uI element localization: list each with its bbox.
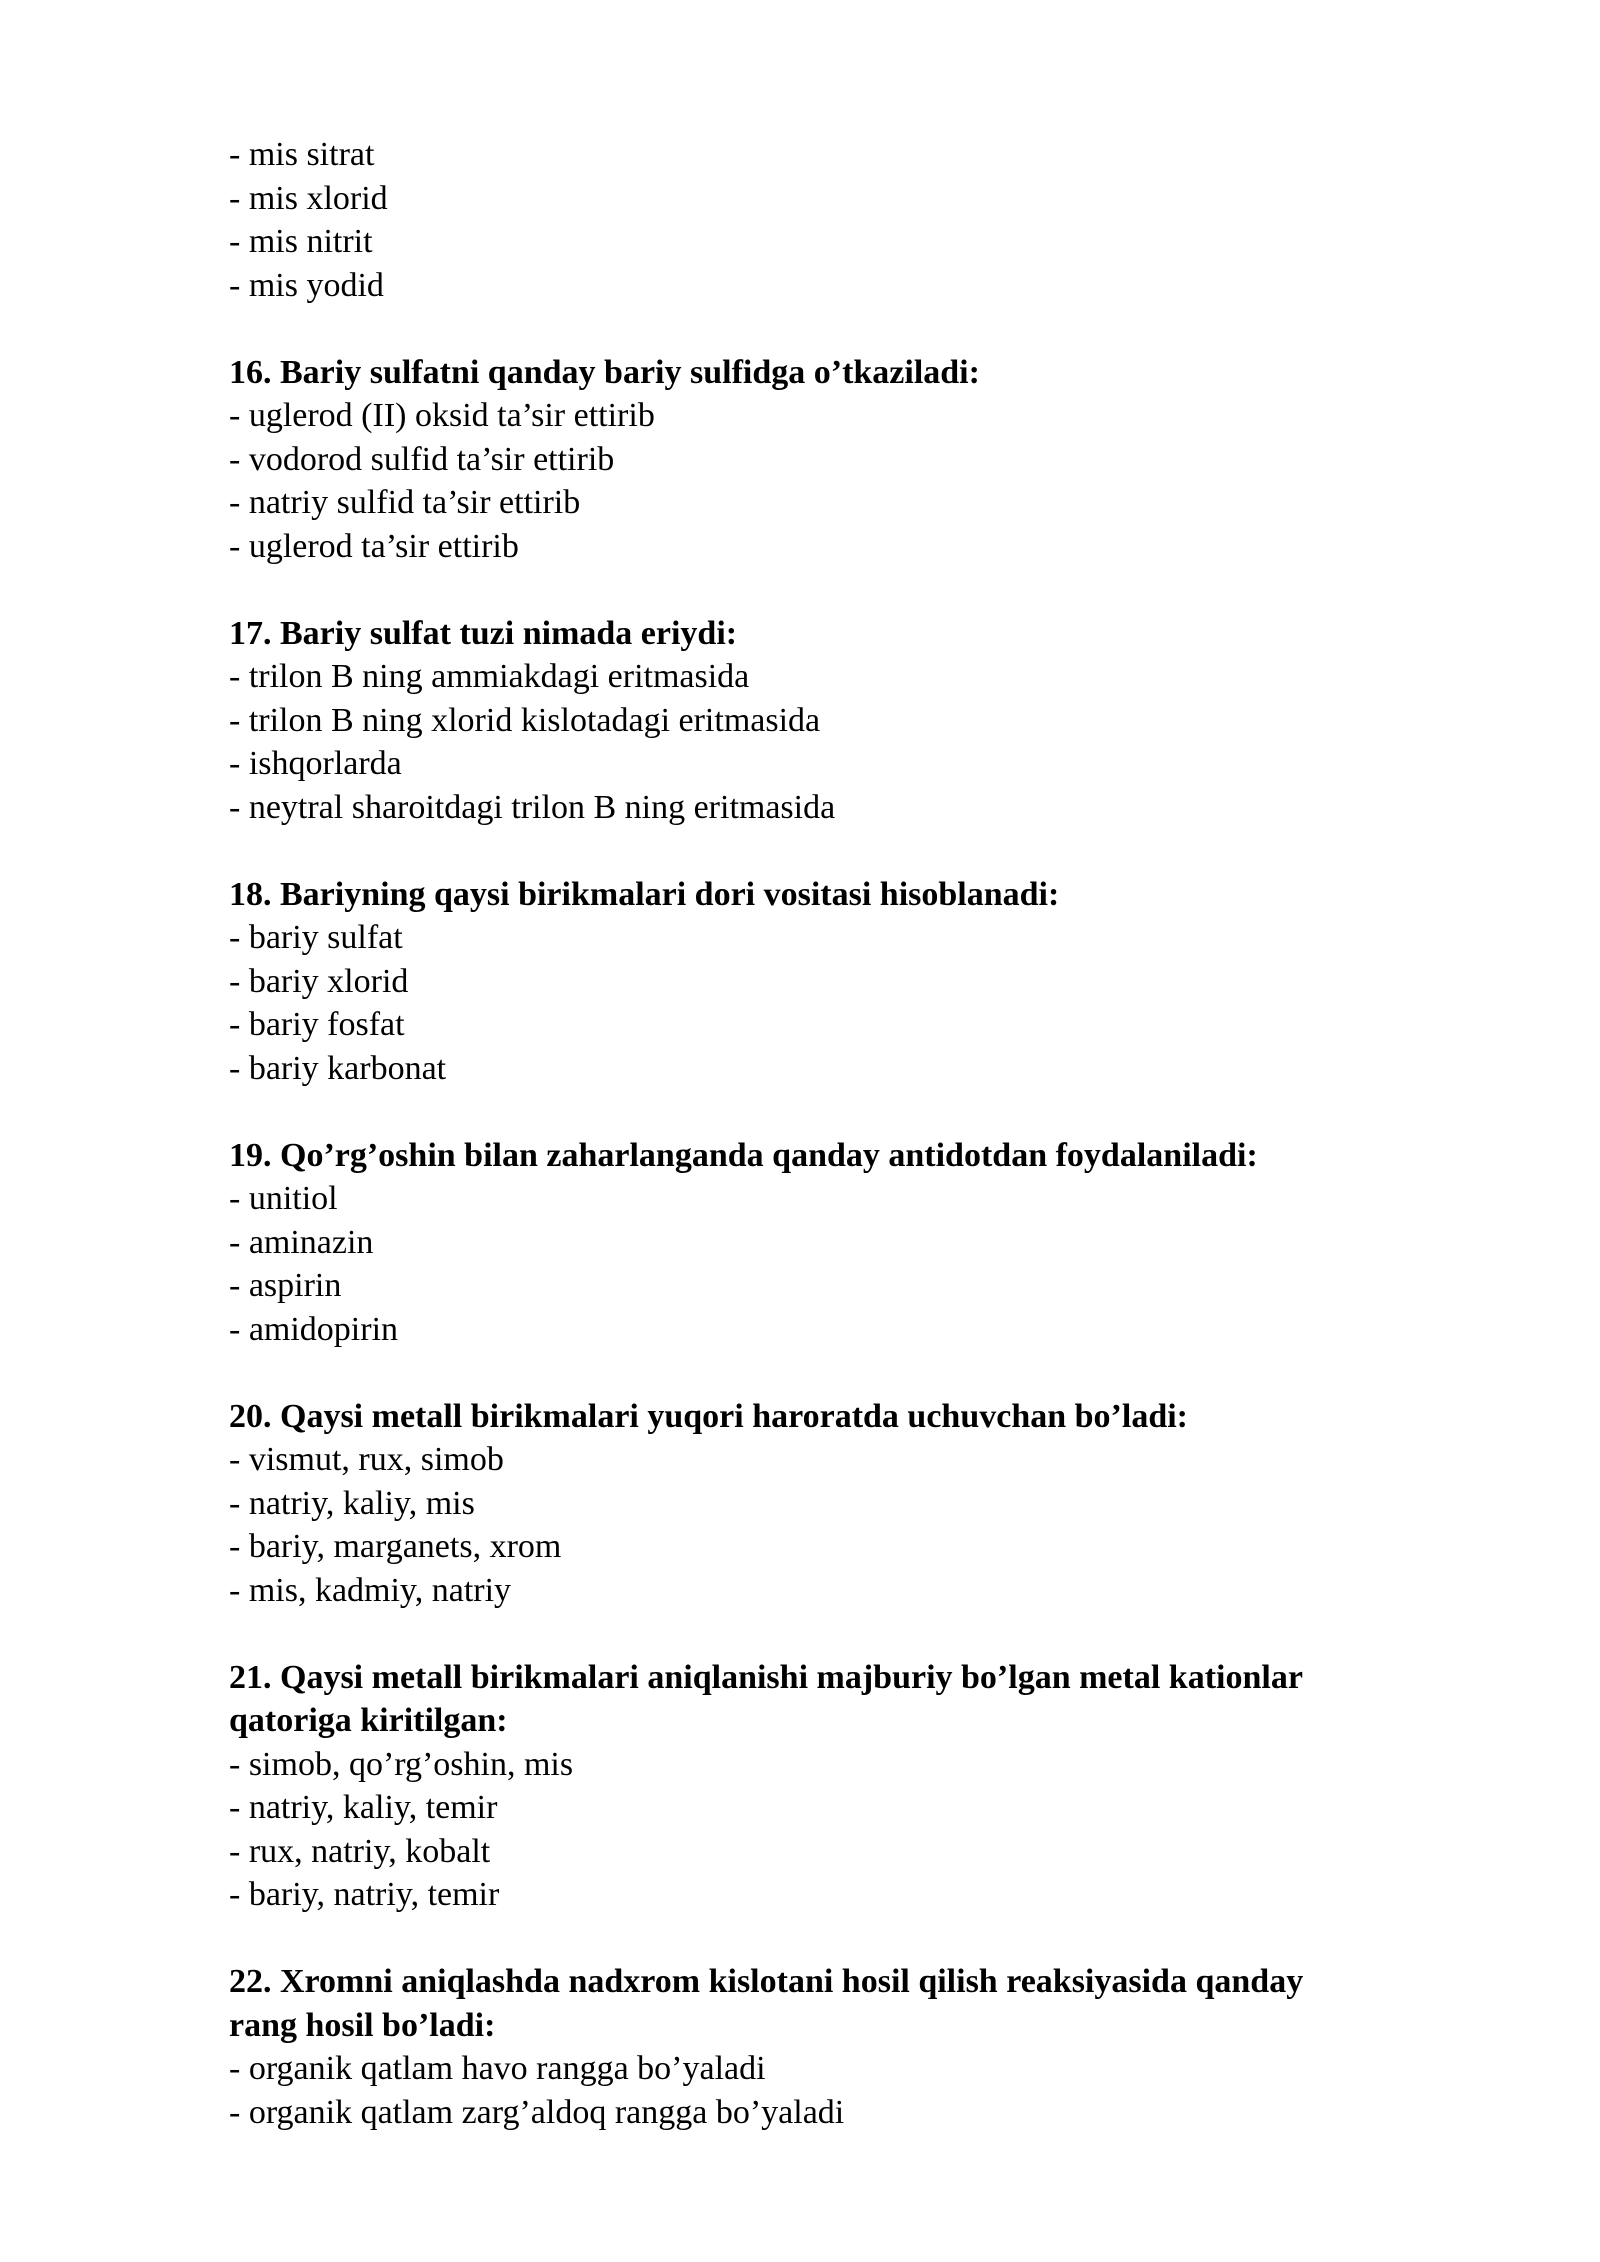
question-22 bbox=[229, 1960, 1429, 2134]
answer-option: - mis, kadmiy, natriy bbox=[229, 1571, 512, 1609]
answer-option: - trilon B ning ammiakdagi eritmasida bbox=[229, 658, 750, 695]
question-19 bbox=[229, 1134, 1429, 1352]
question-text-line-1: Qaysi metall birikmalari aniqlanishi majburiy bo’lgan metal kationlar bbox=[280, 1658, 1303, 1696]
answer-option: - bariy xlorid bbox=[229, 962, 409, 1000]
answer-option: - aminazin bbox=[229, 1223, 374, 1261]
document-page bbox=[229, 133, 1429, 2134]
question-text: Qaysi metall birikmalari yuqori haroratda uchuvchan bo’ladi: bbox=[280, 1397, 1189, 1435]
question-number: 22. bbox=[229, 1963, 272, 2000]
answer-option: - vodorod sulfid ta’sir ettirib bbox=[229, 440, 615, 478]
option-line: - mis sitrat bbox=[229, 136, 375, 173]
answer-option: - bariy karbonat bbox=[229, 1049, 447, 1087]
answer-option: - neytral sharoitdagi trilon B ning eritmasida bbox=[229, 788, 836, 826]
question-21 bbox=[229, 1656, 1429, 1917]
option-line: - mis xlorid bbox=[229, 179, 388, 217]
question-text-line-1: Xromni aniqlashda nadxrom kislotani hosil qilish reaksiyasida qanday bbox=[280, 1963, 1304, 2000]
answer-option: - trilon B ning xlorid kislotadagi eritmasida bbox=[229, 701, 821, 739]
answer-option: - bariy, marganets, xrom bbox=[229, 1528, 562, 1565]
question-title bbox=[229, 873, 1429, 917]
answer-option: - natriy, kaliy, mis bbox=[229, 1484, 475, 1522]
question-title bbox=[229, 1134, 1429, 1178]
question-17 bbox=[229, 612, 1429, 830]
intro-options bbox=[229, 133, 1429, 307]
question-text-line-2: rang hosil bo’ladi: bbox=[229, 2006, 496, 2044]
question-20 bbox=[229, 1395, 1429, 1613]
question-text: Bariy sulfat tuzi nimada eriydi: bbox=[280, 614, 738, 652]
question-16 bbox=[229, 351, 1429, 569]
question-number: 16. bbox=[229, 353, 272, 391]
question-title bbox=[229, 612, 1429, 656]
question-text: Qo’rg’oshin bilan zaharlanganda qanday antidotdan foydalaniladi: bbox=[280, 1136, 1258, 1174]
answer-option: - bariy fosfat bbox=[229, 1006, 405, 1043]
question-number: 17. bbox=[229, 614, 272, 652]
question-title bbox=[229, 1395, 1429, 1439]
question-title bbox=[229, 1656, 1429, 1700]
answer-option: - bariy, natriy, temir bbox=[229, 1876, 500, 1913]
answer-option: - organik qatlam havo rangga bo’yaladi bbox=[229, 2050, 766, 2087]
answer-option: - natriy, kaliy, temir bbox=[229, 1789, 498, 1826]
option-line: - mis yodid bbox=[229, 266, 384, 304]
question-text: Bariy sulfatni qanday bariy sulfidga o’tkaziladi: bbox=[280, 353, 980, 391]
answer-option: - natriy sulfid ta’sir ettirib bbox=[229, 484, 581, 521]
answer-option: - organik qatlam zarg’aldoq rangga bo’yaladi bbox=[229, 2093, 845, 2131]
question-title bbox=[229, 351, 1429, 395]
option-line: - mis nitrit bbox=[229, 223, 373, 260]
answer-option: - bariy sulfat bbox=[229, 919, 403, 956]
question-number: 20. bbox=[229, 1397, 272, 1435]
answer-option: - aspirin bbox=[229, 1267, 342, 1304]
answer-option: - unitiol bbox=[229, 1180, 338, 1217]
question-number: 19. bbox=[229, 1136, 272, 1174]
answer-option: - uglerod (II) oksid ta’sir ettirib bbox=[229, 397, 655, 434]
answer-option: - vismut, rux, simob bbox=[229, 1441, 504, 1478]
question-text: Bariyning qaysi birikmalari dori vositasi hisoblanadi: bbox=[280, 875, 1060, 913]
answer-option: - amidopirin bbox=[229, 1310, 399, 1348]
question-number: 21. bbox=[229, 1658, 272, 1696]
question-number: 18. bbox=[229, 875, 272, 913]
answer-option: - simob, qo’rg’oshin, mis bbox=[229, 1745, 574, 1783]
answer-option: - uglerod ta’sir ettirib bbox=[229, 527, 519, 565]
answer-option: - rux, natriy, kobalt bbox=[229, 1832, 491, 1870]
question-18 bbox=[229, 873, 1429, 1091]
question-title bbox=[229, 1960, 1429, 2004]
question-text-line-2: qatoriga kiritilgan: bbox=[229, 1702, 508, 1739]
answer-option: - ishqorlarda bbox=[229, 745, 402, 782]
